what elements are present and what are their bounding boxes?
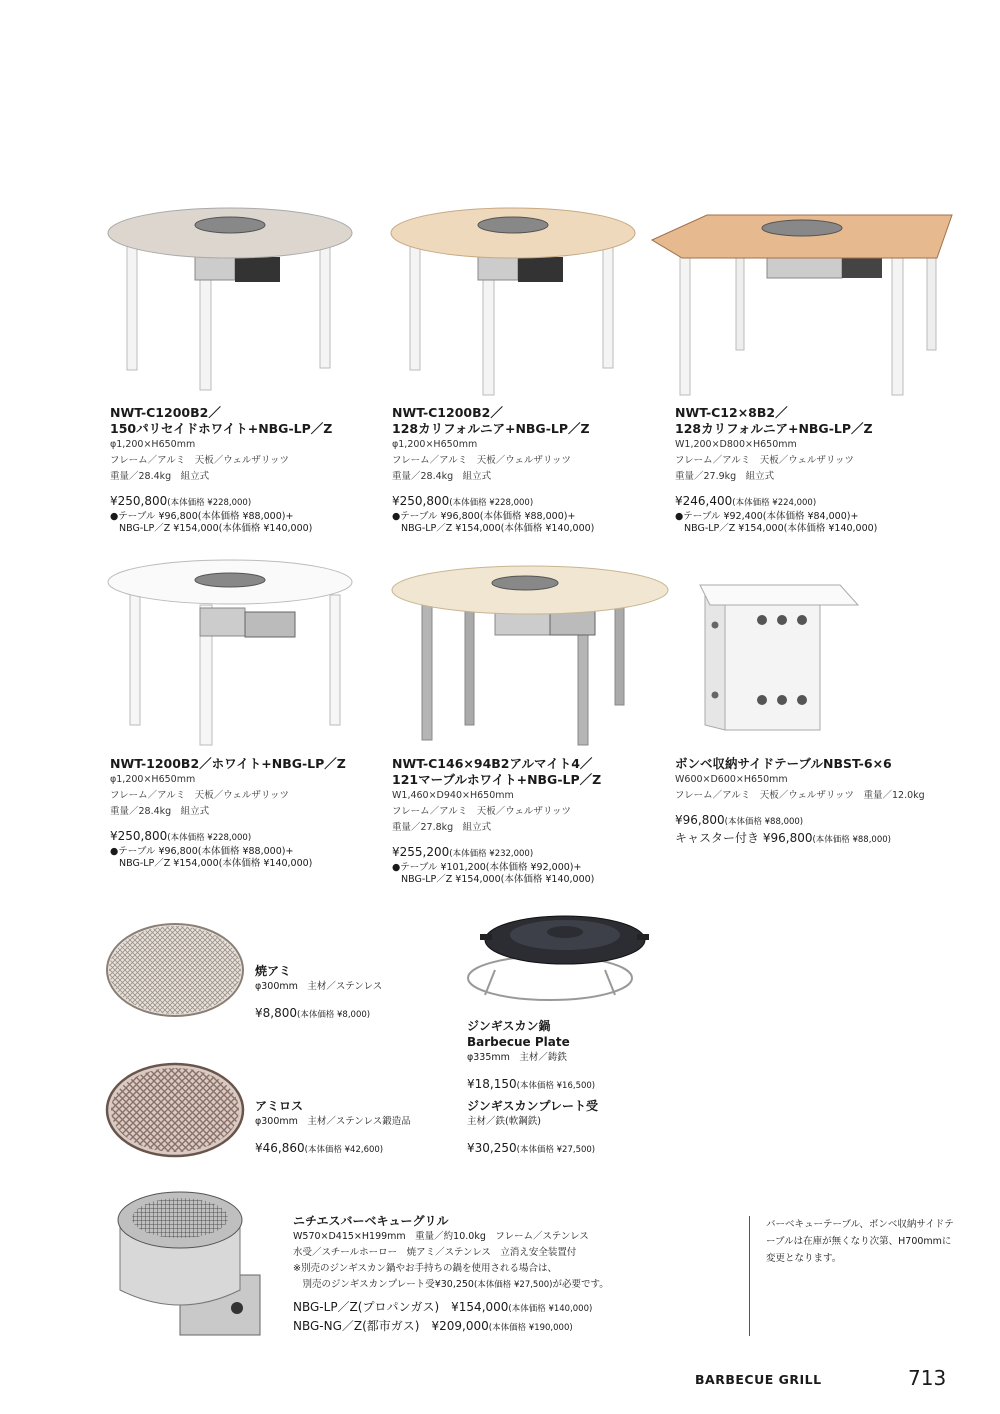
barbecue-plate-image xyxy=(455,910,655,1005)
accessory-price-base: (本体価格 ¥42,600) xyxy=(304,1145,384,1155)
accessory-name: ジンギスカン鍋 xyxy=(467,1019,551,1033)
grill-lp-base: (本体価格 ¥140,000) xyxy=(508,1304,593,1314)
note-divider xyxy=(749,1216,750,1336)
yaki-ami-image xyxy=(105,920,245,1020)
product-name: NWT-C12×8B2／ xyxy=(675,405,788,420)
accessory-price-base: (本体価格 ¥16,500) xyxy=(516,1081,596,1091)
product-weight: 重量／28.4kg 組立式 xyxy=(110,471,210,482)
burner-price-line: NBG-LP／Z ¥154,000(本体価格 ¥140,000) xyxy=(684,523,878,534)
burner-price-line: NBG-LP／Z ¥154,000(本体価格 ¥140,000) xyxy=(401,874,595,885)
side-table-info xyxy=(675,756,955,848)
square-table-california-image xyxy=(652,210,952,400)
product-2-info xyxy=(392,405,672,535)
product-price: ¥250,800 xyxy=(392,494,450,508)
product-size: φ1,200×H650mm xyxy=(392,439,478,450)
product-weight: 重量／28.4kg 組立式 xyxy=(110,806,210,817)
product-3-info xyxy=(675,405,955,535)
caster-price-base: (本体価格 ¥88,000) xyxy=(812,835,891,845)
table-price-line: ●テーブル ¥96,800(本体価格 ¥88,000)+ xyxy=(110,511,294,522)
accessory-spec: 主材／鉄(軟鋼鉄) xyxy=(467,1116,541,1127)
product-name: NWT-C146×94B2アルマイト4／ xyxy=(392,756,593,771)
accessory-spec: φ300mm 主材／ステンレス鍛造品 xyxy=(255,1116,411,1127)
product-size: φ1,200×H650mm xyxy=(110,439,196,450)
grill-lp-price: ¥154,000 xyxy=(451,1300,509,1314)
grill-ng-label: NBG-NG／Z(都市ガス) xyxy=(293,1319,420,1333)
grill-note: 別売のジンギスカンプレート受¥30,250 xyxy=(293,1279,474,1290)
product-5-info xyxy=(392,756,672,886)
amiros-image xyxy=(105,1060,245,1160)
accessory-price-base: (本体価格 ¥8,000) xyxy=(297,1010,371,1020)
product-name: ボンベ収納サイドテーブルNBST-6×6 xyxy=(675,756,892,771)
grill-ng-price: ¥209,000 xyxy=(431,1319,489,1333)
product-size: W1,200×D800×H650mm xyxy=(675,439,797,450)
grill-lp-label: NBG-LP／Z(プロパンガス) xyxy=(293,1300,440,1314)
table-price-line: ●テーブル ¥96,800(本体価格 ¥88,000)+ xyxy=(392,511,576,522)
accessory-name: アミロス xyxy=(255,1099,304,1113)
grill-spec: 水受／スチールホーロー 焼アミ／ステンレス 立消え安全装置付 xyxy=(293,1247,577,1258)
product-price: ¥255,200 xyxy=(392,845,450,859)
product-size: W1,460×D940×H650mm xyxy=(392,790,514,801)
product-name: 150パリセイドホワイト+NBG-LP／Z xyxy=(110,421,333,436)
side-table-image xyxy=(700,580,865,735)
product-1-info xyxy=(110,405,390,535)
product-price-base: (本体価格 ¥228,000) xyxy=(167,498,252,508)
round-table-california-image xyxy=(388,205,638,395)
product-material: フレーム／アルミ 天板／ウェルザリッツ xyxy=(392,806,571,817)
round-table-white-wood-image xyxy=(105,205,355,390)
accessory-name: 焼アミ xyxy=(255,964,292,978)
product-material: フレーム／アルミ 天板／ウェルザリッツ xyxy=(110,790,289,801)
product-price-base: (本体価格 ¥88,000) xyxy=(724,817,804,827)
availability-note: バーベキューテーブル、ボンベ収納サイドテーブルは在庫が無くなり次第、H700mmに変更となります。 xyxy=(766,1219,954,1264)
plate-holder-info xyxy=(467,1098,707,1158)
table-price-line: ●テーブル ¥101,200(本体価格 ¥92,000)+ xyxy=(392,862,582,873)
barbecue-plate-info xyxy=(467,1018,707,1094)
product-price-base: (本体価格 ¥232,000) xyxy=(449,849,534,859)
barbecue-grill-image xyxy=(105,1180,265,1345)
oval-table-marble-image xyxy=(390,565,675,750)
caster-label: キャスター付き xyxy=(675,831,760,845)
round-table-white-image xyxy=(105,560,355,745)
burner-price-line: NBG-LP／Z ¥154,000(本体価格 ¥140,000) xyxy=(119,523,313,534)
product-price: ¥250,800 xyxy=(110,494,168,508)
product-price-base: (本体価格 ¥224,000) xyxy=(732,498,817,508)
product-price-base: (本体価格 ¥228,000) xyxy=(449,498,534,508)
product-name: NWT-C1200B2／ xyxy=(110,405,221,420)
product-material: フレーム／アルミ 天板／ウェルザリッツ xyxy=(392,455,571,466)
accessory-price: ¥46,860 xyxy=(255,1141,305,1155)
table-price-line: ●テーブル ¥96,800(本体価格 ¥88,000)+ xyxy=(110,846,294,857)
product-price: ¥96,800 xyxy=(675,813,725,827)
accessory-name: ジンギスカンプレート受 xyxy=(467,1099,598,1113)
product-price: ¥250,800 xyxy=(110,829,168,843)
grill-info xyxy=(293,1213,733,1337)
grill-spec: W570×D415×H199mm 重量／約10.0kg フレーム／ステンレス xyxy=(293,1231,589,1242)
accessory-spec: φ300mm 主材／ステンレス xyxy=(255,981,383,992)
accessory-price: ¥8,800 xyxy=(255,1006,297,1020)
product-weight: 重量／28.4kg 組立式 xyxy=(392,471,492,482)
product-weight: 重量／27.9kg 組立式 xyxy=(675,471,775,482)
product-4-info xyxy=(110,756,390,870)
product-name: NWT-1200B2／ホワイト+NBG-LP／Z xyxy=(110,756,346,771)
amiros-info xyxy=(255,1098,495,1158)
grill-ng-base: (本体価格 ¥190,000) xyxy=(488,1323,573,1333)
product-weight: 重量／27.8kg 組立式 xyxy=(392,822,492,833)
accessory-spec: φ335mm 主材／鋳鉄 xyxy=(467,1052,567,1063)
product-price: ¥246,400 xyxy=(675,494,733,508)
page-number: 713 xyxy=(908,1366,947,1390)
product-price-base: (本体価格 ¥228,000) xyxy=(167,833,252,843)
product-size: W600×D600×H650mm xyxy=(675,774,788,785)
product-size: φ1,200×H650mm xyxy=(110,774,196,785)
burner-price-line: NBG-LP／Z ¥154,000(本体価格 ¥140,000) xyxy=(401,523,595,534)
table-price-line: ●テーブル ¥92,400(本体価格 ¥84,000)+ xyxy=(675,511,859,522)
accessory-price-base: (本体価格 ¥27,500) xyxy=(516,1145,596,1155)
accessory-name-en: Barbecue Plate xyxy=(467,1035,570,1049)
product-name: NWT-C1200B2／ xyxy=(392,405,503,420)
accessory-price: ¥18,150 xyxy=(467,1077,517,1091)
burner-price-line: NBG-LP／Z ¥154,000(本体価格 ¥140,000) xyxy=(119,858,313,869)
grill-note: が必要です。 xyxy=(552,1279,609,1290)
grill-name: ニチエスバーベキューグリル xyxy=(293,1214,449,1228)
product-name: 128カリフォルニア+NBG-LP／Z xyxy=(392,421,590,436)
product-material: フレーム／アルミ 天板／ウェルザリッツ xyxy=(675,455,854,466)
accessory-price: ¥30,250 xyxy=(467,1141,517,1155)
product-name: 121マーブルホワイト+NBG-LP／Z xyxy=(392,772,602,787)
product-material: フレーム／アルミ 天板／ウェルザリッツ xyxy=(110,455,289,466)
caster-price: ¥96,800 xyxy=(762,831,813,845)
grill-note: ※別売のジンギスカン鍋やお手持ちの鍋を使用される場合は、 xyxy=(293,1263,558,1274)
product-material: フレーム／アルミ 天板／ウェルザリッツ 重量／12.0kg xyxy=(675,790,925,801)
section-title: BARBECUE GRILL xyxy=(695,1372,822,1387)
product-name: 128カリフォルニア+NBG-LP／Z xyxy=(675,421,873,436)
grill-note-base: (本体価格 ¥27,500) xyxy=(473,1280,553,1290)
